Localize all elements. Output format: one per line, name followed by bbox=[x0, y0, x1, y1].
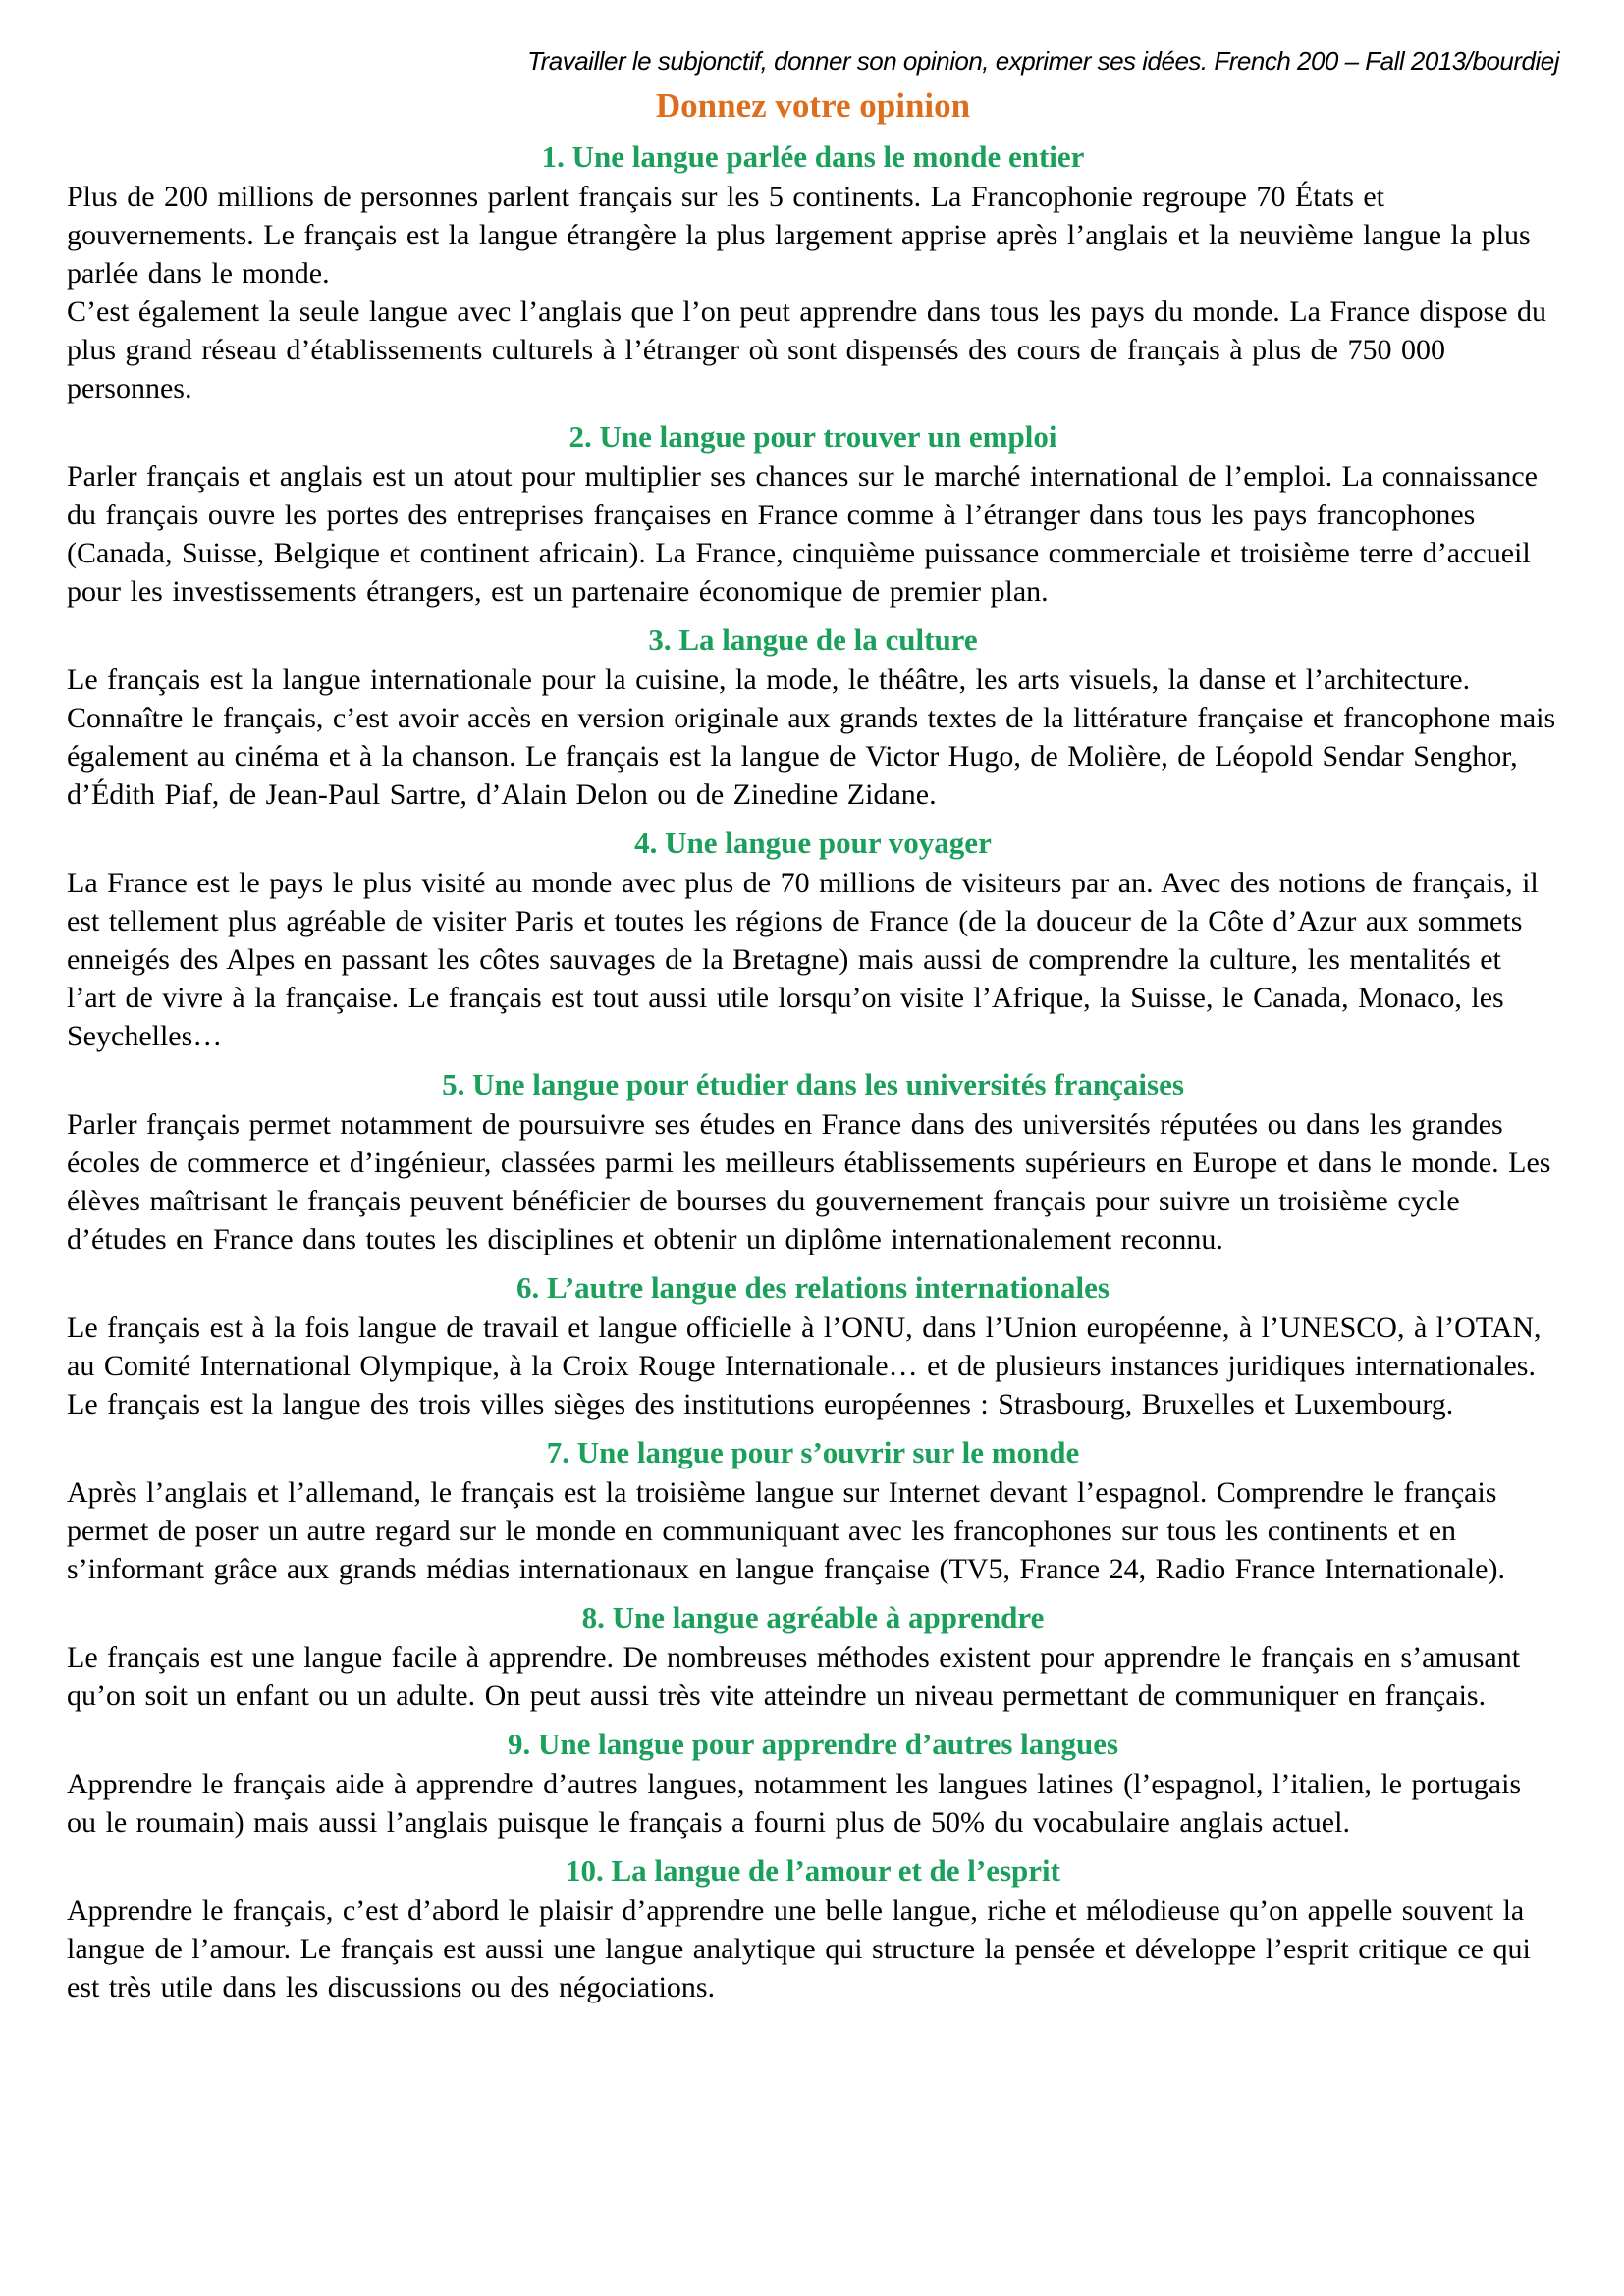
section-body bbox=[67, 178, 1559, 407]
section-paragraph: Parler français permet notamment de poursuivre ses études en France dans des universités réputées ou dans les grandes écoles de commerce et d’ingénieur, classées parmi les meilleurs établissements supérieurs en Europe et dans le monde. Les élèves maîtrisant le français peuvent bénéficier de bourses du gouvernement français pour suivre un troisième cycle d’études en France dans toutes les disciplines et obtenir un diplôme internationalement reconnu. bbox=[67, 1108, 1551, 1255]
section-heading: 10. La langue de l’amour et de l’esprit bbox=[565, 1853, 1060, 1888]
section-body bbox=[67, 1638, 1559, 1715]
section-body bbox=[67, 661, 1559, 814]
opinion-section bbox=[67, 1268, 1559, 1423]
section-body bbox=[67, 1473, 1559, 1588]
section-heading: 2. Une langue pour trouver un emploi bbox=[568, 419, 1057, 454]
section-heading: 7. Une langue pour s’ouvrir sur le monde bbox=[546, 1435, 1080, 1469]
opinion-section bbox=[67, 1433, 1559, 1588]
section-heading: 1. Une langue parlée dans le monde entier bbox=[541, 139, 1085, 174]
section-body bbox=[67, 1765, 1559, 1842]
opinion-section bbox=[67, 137, 1559, 407]
section-paragraph: C’est également la seule langue avec l’anglais que l’on peut apprendre dans tous les pays du monde. La France dispose du plus grand réseau d’établissements culturels à l’étranger où sont dispensés des cours de français à plus de 750 000 personnes. bbox=[67, 295, 1547, 404]
section-paragraph: La France est le pays le plus visité au monde avec plus de 70 millions de visiteurs par an. Avec des notions de français, il est tellement plus agréable de visiter Paris et toutes les régions de France (de la douceur de la Côte d’Azur aux sommets enneigés des Alpes en passant les côtes sauvages de la Bretagne) mais aussi de comprendre la culture, les mentalités et l’art de vivre à la française. Le français est tout aussi utile lorsqu’on visite l’Afrique, la Suisse, le Canada, Monaco, les Seychelles… bbox=[67, 867, 1539, 1052]
course-header: Travailler le subjonctif, donner son opinion, exprimer ses idées. French 200 – Fall 2013/bourdiej bbox=[527, 46, 1559, 76]
opinion-section bbox=[67, 1598, 1559, 1715]
section-body bbox=[67, 1892, 1559, 2006]
section-paragraph: Plus de 200 millions de personnes parlent français sur les 5 continents. La Francophonie regroupe 70 États et gouvernements. Le français est la langue étrangère la plus largement apprise après l’anglais et la neuvième langue la plus parlée dans le monde. bbox=[67, 181, 1531, 290]
opinion-section bbox=[67, 1851, 1559, 2006]
section-paragraph: Le français est la langue internationale pour la cuisine, la mode, le théâtre, les arts visuels, la danse et l’architecture. Connaître le français, c’est avoir accès en version originale aux grands textes de la littérature française et francophone mais également au cinéma et à la chanson. Le français est la langue de Victor Hugo, de Molière, de Léopold Sendar Senghor, d’Édith Piaf, de Jean-Paul Sartre, d’Alain Delon ou de Zinedine Zidane. bbox=[67, 664, 1556, 811]
section-paragraph: Apprendre le français aide à apprendre d’autres langues, notamment les langues latines (l’espagnol, l’italien, le portugais ou le roumain) mais aussi l’anglais puisque le français a fourni plus de 50% du vocabulaire anglais actuel. bbox=[67, 1768, 1522, 1839]
section-body bbox=[67, 1105, 1559, 1258]
opinion-section bbox=[67, 620, 1559, 814]
section-paragraph: Apprendre le français, c’est d’abord le plaisir d’apprendre une belle langue, riche et mélodieuse qu’on appelle souvent la langue de l’amour. Le français est aussi une langue analytique qui structure la pensée et développe l’esprit critique ce qui est très utile dans les discussions ou des négociations. bbox=[67, 1895, 1531, 2003]
section-body bbox=[67, 457, 1559, 611]
section-heading: 3. La langue de la culture bbox=[648, 622, 978, 657]
opinion-section bbox=[67, 1725, 1559, 1842]
section-paragraph: Le français est à la fois langue de travail et langue officielle à l’ONU, dans l’Union européenne, à l’UNESCO, à l’OTAN, au Comité International Olympique, à la Croix Rouge Internationale… et de plusieurs instances juridiques internationales. Le français est la langue des trois villes sièges des institutions européennes : Strasbourg, Bruxelles et Luxembourg. bbox=[67, 1311, 1542, 1420]
section-heading: 9. Une langue pour apprendre d’autres langues bbox=[507, 1727, 1119, 1761]
section-heading: 8. Une langue agréable à apprendre bbox=[581, 1600, 1045, 1634]
section-paragraph: Le français est une langue facile à apprendre. De nombreuses méthodes existent pour apprendre le français en s’amusant qu’on soit un enfant ou un adulte. On peut aussi très vite atteindre un niveau permettant de communiquer en français. bbox=[67, 1641, 1521, 1712]
section-paragraph: Après l’anglais et l’allemand, le français est la troisième langue sur Internet devant l’espagnol. Comprendre le français permet de poser un autre regard sur le monde en communiquant avec les francophones sur tous les continents et en s’informant grâce aux grands médias internationaux en langue française (TV5, France 24, Radio France Internationale). bbox=[67, 1476, 1505, 1585]
section-heading: 5. Une langue pour étudier dans les universités françaises bbox=[442, 1067, 1184, 1101]
page-title: Donnez votre opinion bbox=[655, 86, 971, 125]
sections-container bbox=[67, 137, 1559, 2006]
section-heading: 4. Une langue pour voyager bbox=[634, 826, 992, 860]
section-paragraph: Parler français et anglais est un atout pour multiplier ses chances sur le marché international de l’emploi. La connaissance du français ouvre les portes des entreprises françaises en France comme à l’étranger dans tous les pays francophones (Canada, Suisse, Belgique et continent africain). La France, cinquième puissance commerciale et troisième terre d’accueil pour les investissements étrangers, est un partenaire économique de premier plan. bbox=[67, 460, 1538, 608]
opinion-section bbox=[67, 417, 1559, 611]
opinion-section bbox=[67, 1065, 1559, 1258]
section-body bbox=[67, 1308, 1559, 1423]
section-heading: 6. L’autre langue des relations internationales bbox=[516, 1270, 1110, 1305]
opinion-section bbox=[67, 824, 1559, 1055]
section-body bbox=[67, 864, 1559, 1055]
